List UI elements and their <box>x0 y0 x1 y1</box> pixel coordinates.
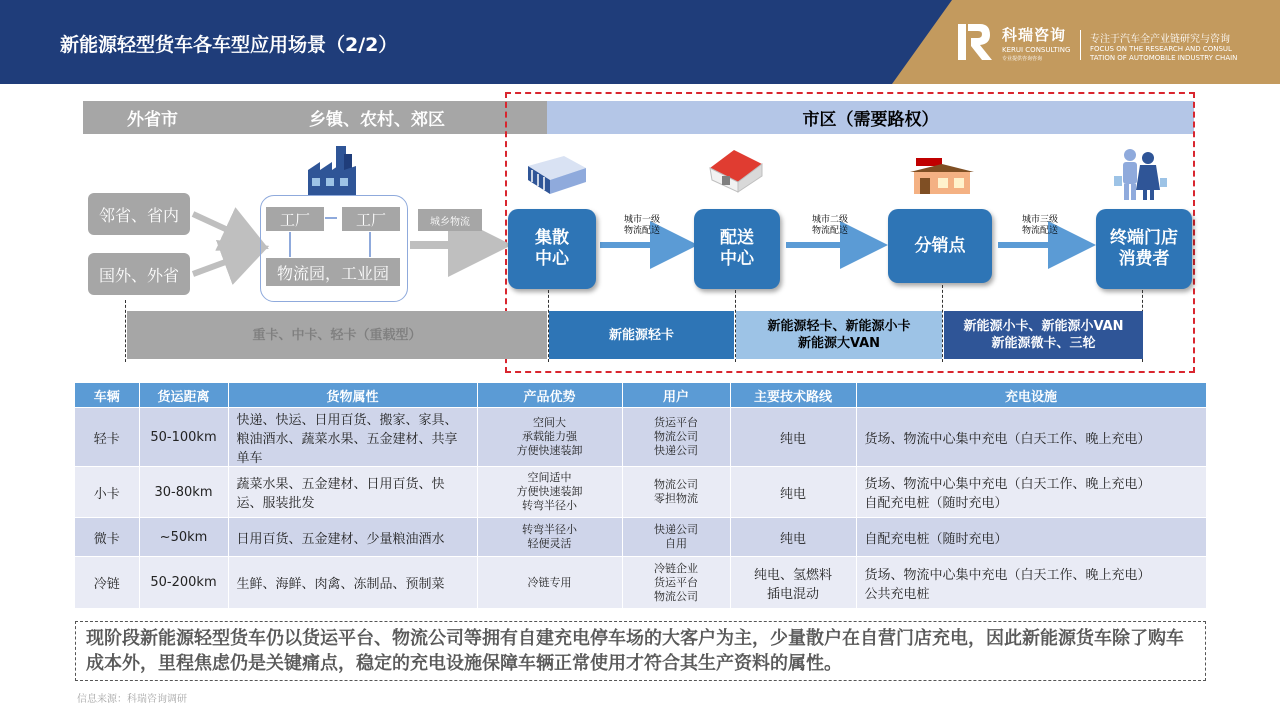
region-label-other-province: 外省市 <box>127 110 178 130</box>
slogan: 专注于汽车全产业链研究与咨询 <box>1090 34 1230 45</box>
advantage-item: 空间适中 <box>527 471 572 484</box>
table-header-cell: 充电设施 <box>856 383 1206 408</box>
advantage-cell <box>477 408 622 467</box>
warehouse-icon <box>524 152 588 198</box>
origin-abroad: 国外、外省 <box>88 253 190 295</box>
user-item: 物流公司 <box>654 589 698 603</box>
category-small-ev <box>944 311 1143 359</box>
slogan-english-line-1: FOCUS ON THE RESEARCH AND CONSUL <box>1090 45 1232 53</box>
logo-english: KERUI CONSULTING <box>1002 46 1071 54</box>
table-header-cell: 主要技术路线 <box>730 383 856 408</box>
summary-note: 现阶段新能源轻型货车仍以货运平台、物流公司等拥有自建充电停车场的大客户为主，少量散户在自营门店充电，因此新能源货车除了购车成本外，里程焦虑仍是关键痛点，稳定的充电设施保障车辆正常使用才符合其生产资料的属性。 <box>75 621 1206 681</box>
charging-item: 货场、物流中心集中充电（白天工作、晚上充电） <box>864 431 1151 447</box>
vehicle-scenario-table <box>75 383 1207 608</box>
charging-item: 货场、物流中心集中充电（白天工作、晚上充电） <box>864 477 1151 492</box>
tech-cell: 纯电 <box>730 467 856 518</box>
distance-cell: 30-80km <box>139 467 228 518</box>
advantage-item: 冷链专用 <box>527 575 572 589</box>
users-cell <box>622 518 730 557</box>
guide-line <box>125 300 126 362</box>
node-distribution-center: 配送 中心 <box>694 209 780 289</box>
users-cell <box>622 467 730 518</box>
vehicle-cell: 轻卡 <box>75 408 139 467</box>
node-terminal-store: 终端门店 消费者 <box>1096 209 1192 289</box>
category-mid-line-2: 新能源大VAN <box>797 336 881 351</box>
advantage-item: 转弯半径小 <box>522 499 577 512</box>
source-note: 信息来源：科瑞咨询调研 <box>77 694 187 705</box>
distribution-house-icon <box>704 146 770 194</box>
table-header-cell: 货物属性 <box>228 383 477 408</box>
factory-icon <box>306 144 358 198</box>
user-item: 物流公司 <box>654 478 698 491</box>
advantage-item: 空间大 <box>533 416 566 429</box>
user-item: 货运平台 <box>654 416 698 429</box>
charging-cell <box>856 518 1206 557</box>
table-row <box>75 408 1206 467</box>
logo-name: 科瑞咨询 <box>1002 26 1067 44</box>
origin-neighbor-province: 邻省、省内 <box>88 193 190 235</box>
table-header-cell: 车辆 <box>75 383 139 408</box>
category-small-line-1: 新能源小卡、新能源小VAN <box>963 319 1124 334</box>
goods-cell: 蔬菜水果、五金建材、日用百货、快运、服装批发 <box>228 467 477 518</box>
logo-tagline: 专业提供咨询咨询 <box>1002 56 1043 62</box>
goods-cell: 日用百货、五金建材、少量粮油酒水 <box>228 518 477 557</box>
advantage-item: 方便快速装卸 <box>516 485 583 498</box>
advantage-cell <box>477 557 622 609</box>
node-collection-hub: 集散 中心 <box>508 209 596 289</box>
vehicle-cell: 小卡 <box>75 467 139 518</box>
advantage-cell <box>477 467 622 518</box>
market-store-icon <box>908 152 976 198</box>
region-label-urban: 市区（需要路权） <box>802 110 939 130</box>
slogan-english-line-2: TATION OF AUTOMOBILE INDUSTRY CHAIN <box>1090 54 1238 62</box>
guide-line <box>942 285 943 362</box>
factory-box-1: 工厂 <box>266 207 324 231</box>
user-item: 货运平台 <box>654 575 698 589</box>
factory-box-2: 工厂 <box>342 207 400 231</box>
tech-cell: 纯电 <box>730 408 856 467</box>
table-header-cell: 用户 <box>622 383 730 408</box>
user-item: 自用 <box>665 537 687 550</box>
distance-cell: ~50km <box>139 518 228 557</box>
user-item: 零担物流 <box>654 492 698 505</box>
table-row <box>75 518 1206 557</box>
tech-item: 纯电、氢燃料 <box>753 567 832 583</box>
table-row <box>75 557 1206 609</box>
charging-cell <box>856 467 1206 518</box>
goods-cell: 快递、快运、日用百货、搬家、家具、粮油酒水、蔬菜水果、五金建材、共享单车 <box>228 408 477 467</box>
table-row <box>75 467 1206 518</box>
distance-cell: 50-200km <box>139 557 228 609</box>
advantage-item: 轻便灵活 <box>527 537 572 550</box>
charging-item: 公共充电桩 <box>864 586 930 602</box>
tech-item: 插电混动 <box>766 586 819 602</box>
distance-cell: 50-100km <box>139 408 228 467</box>
users-cell <box>622 557 730 609</box>
advantage-cell <box>477 518 622 557</box>
category-small-line-2: 新能源微卡、三轮 <box>991 336 1096 351</box>
flow-label-level2: 城市二级 物流配送 <box>811 215 848 236</box>
page-title: 新能源轻型货车各车型应用场景（2/2） <box>60 34 398 56</box>
users-cell <box>622 408 730 467</box>
tech-cell <box>730 557 856 609</box>
region-label-rural: 乡镇、农村、郊区 <box>309 110 445 130</box>
logistics-park-box: 物流园，工业园 <box>266 258 400 286</box>
goods-cell: 生鲜、海鲜、肉禽、冻制品、预制菜 <box>228 557 477 609</box>
category-light-ev: 新能源轻卡 <box>549 311 734 359</box>
table-header-cell: 货运距离 <box>139 383 228 408</box>
charging-item: 自配充电桩（随时充电） <box>864 496 1008 511</box>
flow-label-level3: 城市三级 物流配送 <box>1021 215 1058 236</box>
user-item: 快递公司 <box>654 444 698 457</box>
user-item: 物流公司 <box>654 430 698 443</box>
category-mid-line-1: 新能源轻卡、新能源小卡 <box>767 319 911 334</box>
vehicle-cell: 冷链 <box>75 557 139 609</box>
charging-cell <box>856 557 1206 609</box>
table-header-cell: 产品优势 <box>477 383 622 408</box>
vehicle-cell: 微卡 <box>75 518 139 557</box>
node-sales-outlet: 分销点 <box>888 209 992 283</box>
user-item: 冷链企业 <box>654 561 698 575</box>
tech-cell: 纯电 <box>730 518 856 557</box>
user-item: 快递公司 <box>654 523 698 536</box>
charging-item: 货场、物流中心集中充电（白天工作、晚上充电） <box>864 567 1151 583</box>
rural-logistics-label: 城乡物流 <box>418 209 482 231</box>
charging-cell <box>856 408 1206 467</box>
charging-item: 自配充电桩（随时充电） <box>864 531 1008 547</box>
flow-label-level1: 城市一级 物流配送 <box>623 215 660 236</box>
shoppers-icon <box>1110 146 1168 202</box>
advantage-item: 承载能力强 <box>522 430 577 443</box>
advantage-item: 转弯半径小 <box>522 523 577 536</box>
table-header-row <box>75 383 1206 408</box>
category-heavy-trucks: 重卡、中卡、轻卡（重载型） <box>127 311 547 359</box>
advantage-item: 方便快速装卸 <box>516 444 583 457</box>
category-mid-ev <box>736 311 942 359</box>
